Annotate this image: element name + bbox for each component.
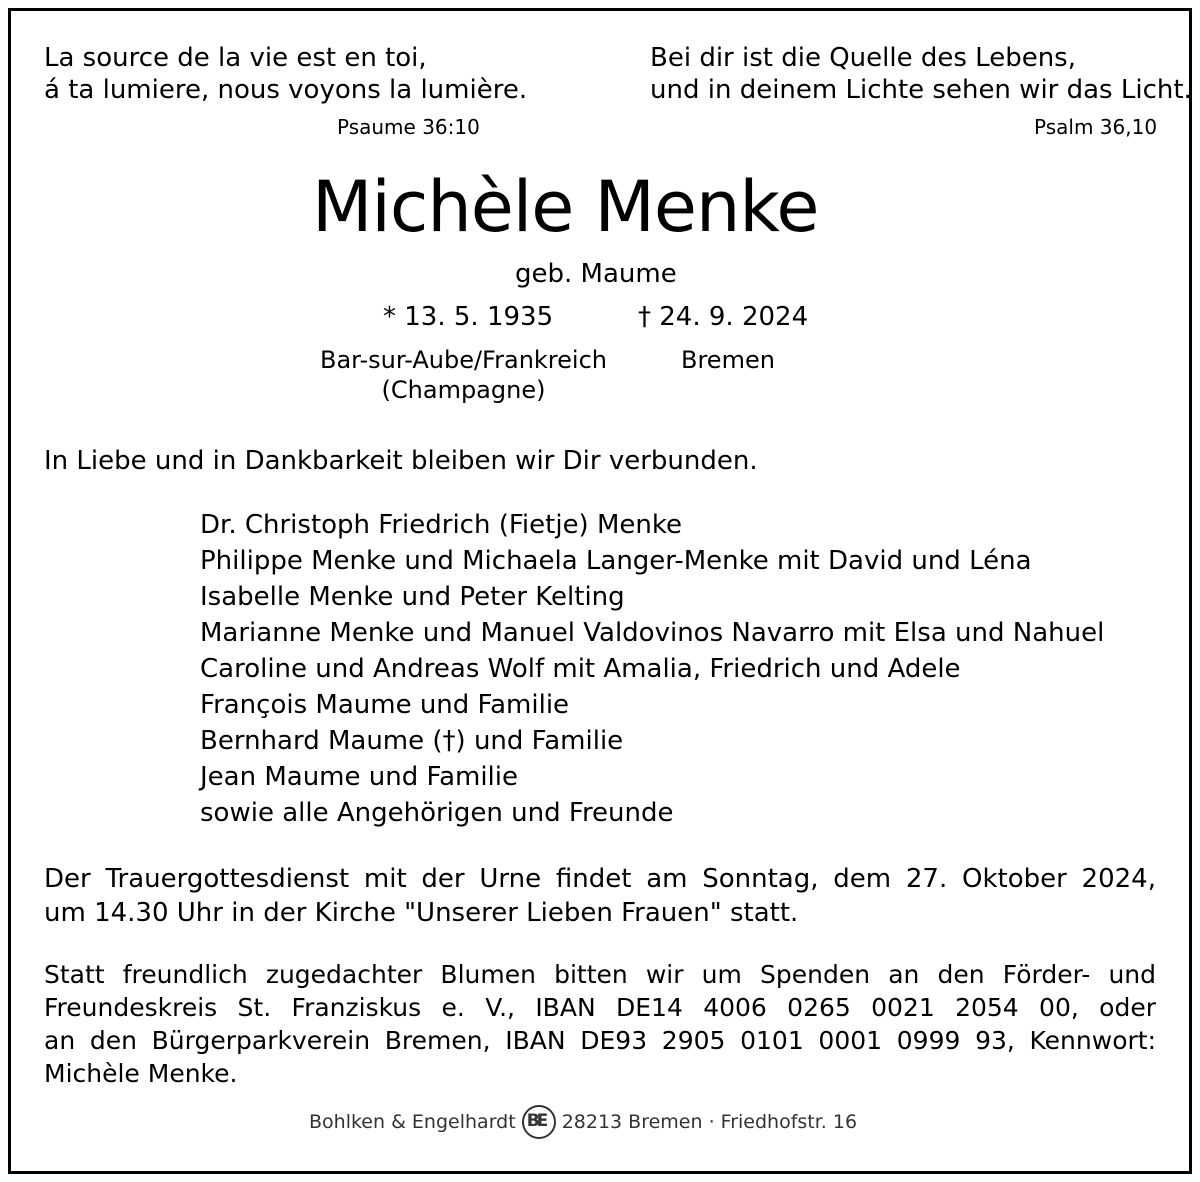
mourner-item: Caroline und Andreas Wolf mit Amalia, Friedrich und Adele — [200, 654, 961, 684]
mourner-item: sowie alle Angehörigen und Freunde — [200, 798, 674, 828]
verse-french-line1: La source de la vie est en toi, — [44, 43, 427, 73]
birthplace — [312, 345, 615, 405]
funeral-home-logo-icon — [522, 1105, 556, 1139]
verse-french-reference: Psaume 36:10 — [337, 115, 480, 139]
mourner-item: Isabelle Menke und Peter Kelting — [200, 582, 625, 612]
funeral-home-address: 28213 Bremen · Friedhofstr. 16 — [561, 1111, 858, 1133]
donation-line1: Statt freundlich zugedachter Blumen bitten wir um Spenden an den Förder- und — [44, 960, 1156, 989]
deceased-name: Michèle Menke — [312, 166, 819, 248]
mourner-item: Philippe Menke und Michaela Langer-Menke mit David und Léna — [200, 546, 1032, 576]
funeral-notice-line1: Der Trauergottesdienst mit der Urne findet am Sonntag, dem 27. Oktober 2024, — [44, 864, 1156, 894]
donation-line2: Freundeskreis St. Franziskus e. V., IBAN DE14 4006 0265 0021 2054 00, oder — [44, 993, 1156, 1022]
birthplace-line2: (Champagne) — [381, 376, 546, 404]
verse-french — [44, 42, 527, 106]
funeral-notice-line2: um 14.30 Uhr in der Kirche "Unserer Lieben Frauen" statt. — [44, 898, 799, 928]
donation-notice — [44, 958, 1156, 1090]
donation-line4: Michèle Menke. — [44, 1059, 238, 1088]
mourners-list — [200, 507, 1104, 831]
funeral-home-name: Bohlken & Engelhardt — [309, 1111, 516, 1133]
funeral-home-footer — [309, 1105, 857, 1139]
mourner-item: Bernhard Maume (†) und Familie — [200, 726, 624, 756]
verse-german-line1: Bei dir ist die Quelle des Lebens, — [650, 43, 1076, 73]
mourner-item: François Maume und Familie — [200, 690, 570, 720]
birth-date: * 13. 5. 1935 — [383, 302, 554, 332]
maiden-name: geb. Maume — [515, 259, 677, 289]
logo-letters: BE — [526, 1111, 546, 1131]
birthplace-line1: Bar-sur-Aube/Frankreich — [320, 346, 607, 374]
dedication-text: In Liebe und in Dankbarkeit bleiben wir Dir verbunden. — [44, 446, 758, 476]
funeral-notice — [44, 862, 1156, 930]
mourner-item: Jean Maume und Familie — [200, 762, 518, 792]
death-date: † 24. 9. 2024 — [638, 302, 809, 332]
donation-line3: an den Bürgerparkverein Bremen, IBAN DE93 2905 0101 0001 0999 93, Kennwort: — [44, 1026, 1156, 1055]
verse-german-line2: und in deinem Lichte sehen wir das Licht. — [650, 75, 1192, 105]
verse-german-reference: Psalm 36,10 — [1034, 115, 1158, 139]
deathplace: Bremen — [681, 346, 775, 374]
verse-german — [650, 42, 1192, 106]
verse-french-line2: á ta lumiere, nous voyons la lumière. — [44, 75, 528, 105]
mourner-item: Marianne Menke und Manuel Valdovinos Navarro mit Elsa und Nahuel — [200, 618, 1105, 648]
mourner-item: Dr. Christoph Friedrich (Fietje) Menke — [200, 510, 683, 540]
